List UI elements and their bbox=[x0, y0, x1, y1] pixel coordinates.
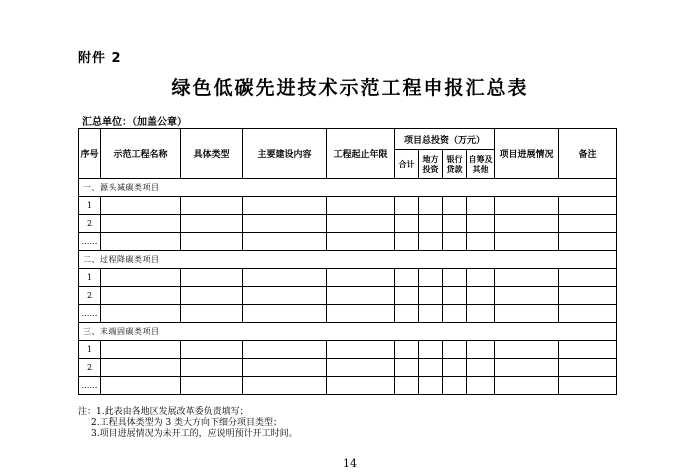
table-body bbox=[79, 179, 617, 395]
note-line: 2.工程具体类型为 3 类大方向下细分项目类型； bbox=[91, 418, 283, 428]
header-bank: 银行贷款 bbox=[443, 150, 467, 179]
cell-remark[interactable] bbox=[559, 233, 617, 251]
cell-content[interactable] bbox=[243, 341, 327, 359]
cell-content[interactable] bbox=[243, 377, 327, 395]
cell-local[interactable] bbox=[419, 377, 443, 395]
table-row bbox=[79, 341, 617, 359]
row-seq: 1 bbox=[79, 341, 101, 359]
cell-period[interactable] bbox=[327, 359, 395, 377]
cell-self[interactable] bbox=[467, 287, 495, 305]
cell-bank[interactable] bbox=[443, 287, 467, 305]
attachment-label: 附件 2 bbox=[78, 51, 122, 66]
cell-type[interactable] bbox=[181, 197, 243, 215]
cell-self[interactable] bbox=[467, 269, 495, 287]
cell-progress[interactable] bbox=[495, 287, 559, 305]
cell-progress[interactable] bbox=[495, 215, 559, 233]
cell-bank[interactable] bbox=[443, 197, 467, 215]
cell-total[interactable] bbox=[395, 233, 419, 251]
cell-period[interactable] bbox=[327, 341, 395, 359]
row-seq: 2 bbox=[79, 215, 101, 233]
cell-total[interactable] bbox=[395, 197, 419, 215]
cell-progress[interactable] bbox=[495, 341, 559, 359]
cell-self[interactable] bbox=[467, 215, 495, 233]
cell-total[interactable] bbox=[395, 287, 419, 305]
header-name: 示范工程名称 bbox=[101, 129, 181, 179]
cell-self[interactable] bbox=[467, 377, 495, 395]
table-row bbox=[79, 377, 617, 395]
cell-remark[interactable] bbox=[559, 305, 617, 323]
table-row bbox=[79, 215, 617, 233]
table-row bbox=[79, 269, 617, 287]
cell-local[interactable] bbox=[419, 197, 443, 215]
cell-bank[interactable] bbox=[443, 359, 467, 377]
cell-local[interactable] bbox=[419, 341, 443, 359]
cell-content[interactable] bbox=[243, 269, 327, 287]
cell-remark[interactable] bbox=[559, 197, 617, 215]
cell-name[interactable] bbox=[101, 269, 181, 287]
cell-bank[interactable] bbox=[443, 305, 467, 323]
header-period: 工程起止年限 bbox=[327, 129, 395, 179]
header-seq: 序号 bbox=[79, 129, 101, 179]
cell-bank[interactable] bbox=[443, 233, 467, 251]
cell-bank[interactable] bbox=[443, 341, 467, 359]
cell-content[interactable] bbox=[243, 215, 327, 233]
section-title: 二、过程降碳类项目 bbox=[79, 251, 617, 269]
cell-type[interactable] bbox=[181, 377, 243, 395]
cell-local[interactable] bbox=[419, 215, 443, 233]
cell-name[interactable] bbox=[101, 359, 181, 377]
cell-total[interactable] bbox=[395, 359, 419, 377]
notes bbox=[78, 407, 298, 440]
header-progress: 项目进展情况 bbox=[495, 129, 559, 179]
cell-bank[interactable] bbox=[443, 377, 467, 395]
cell-self[interactable] bbox=[467, 197, 495, 215]
unit-label: 汇总单位：（加盖公章） bbox=[82, 117, 187, 128]
page-title: 绿色低碳先进技术示范工程申报汇总表 bbox=[171, 77, 529, 99]
cell-type[interactable] bbox=[181, 233, 243, 251]
cell-type[interactable] bbox=[181, 215, 243, 233]
header-remark: 备注 bbox=[559, 129, 617, 179]
cell-name[interactable] bbox=[101, 215, 181, 233]
row-seq: 2 bbox=[79, 359, 101, 377]
cell-remark[interactable] bbox=[559, 377, 617, 395]
cell-self[interactable] bbox=[467, 305, 495, 323]
cell-bank[interactable] bbox=[443, 269, 467, 287]
cell-total[interactable] bbox=[395, 377, 419, 395]
row-seq: …… bbox=[79, 233, 101, 251]
cell-local[interactable] bbox=[419, 269, 443, 287]
page-number: 14 bbox=[343, 457, 357, 470]
cell-content[interactable] bbox=[243, 197, 327, 215]
cell-local[interactable] bbox=[419, 305, 443, 323]
cell-name[interactable] bbox=[101, 341, 181, 359]
cell-progress[interactable] bbox=[495, 233, 559, 251]
note-line: 3.项目进展情况为未开工的，应说明预计开工时间。 bbox=[91, 429, 298, 439]
cell-name[interactable] bbox=[101, 305, 181, 323]
cell-local[interactable] bbox=[419, 287, 443, 305]
cell-type[interactable] bbox=[181, 359, 243, 377]
cell-total[interactable] bbox=[395, 269, 419, 287]
cell-type[interactable] bbox=[181, 305, 243, 323]
cell-remark[interactable] bbox=[559, 269, 617, 287]
cell-self[interactable] bbox=[467, 341, 495, 359]
header-content: 主要建设内容 bbox=[243, 129, 327, 179]
cell-self[interactable] bbox=[467, 359, 495, 377]
cell-type[interactable] bbox=[181, 287, 243, 305]
header-investment: 项目总投资（万元） bbox=[395, 129, 495, 150]
cell-period[interactable] bbox=[327, 305, 395, 323]
cell-remark[interactable] bbox=[559, 215, 617, 233]
table-row bbox=[79, 305, 617, 323]
cell-type[interactable] bbox=[181, 269, 243, 287]
header-total: 合计 bbox=[395, 150, 419, 179]
cell-name[interactable] bbox=[101, 287, 181, 305]
section-title: 三、末端固碳类项目 bbox=[79, 323, 617, 341]
cell-total[interactable] bbox=[395, 341, 419, 359]
cell-content[interactable] bbox=[243, 233, 327, 251]
cell-remark[interactable] bbox=[559, 359, 617, 377]
header-type: 具体类型 bbox=[181, 129, 243, 179]
cell-progress[interactable] bbox=[495, 359, 559, 377]
row-seq: …… bbox=[79, 305, 101, 323]
cell-name[interactable] bbox=[101, 233, 181, 251]
cell-remark[interactable] bbox=[559, 341, 617, 359]
cell-period[interactable] bbox=[327, 197, 395, 215]
cell-period[interactable] bbox=[327, 377, 395, 395]
cell-local[interactable] bbox=[419, 233, 443, 251]
cell-progress[interactable] bbox=[495, 197, 559, 215]
cell-progress[interactable] bbox=[495, 305, 559, 323]
row-seq: 1 bbox=[79, 197, 101, 215]
cell-self[interactable] bbox=[467, 233, 495, 251]
table-row bbox=[79, 197, 617, 215]
cell-content[interactable] bbox=[243, 287, 327, 305]
cell-content[interactable] bbox=[243, 305, 327, 323]
row-seq: …… bbox=[79, 377, 101, 395]
cell-remark[interactable] bbox=[559, 287, 617, 305]
cell-name[interactable] bbox=[101, 197, 181, 215]
cell-period[interactable] bbox=[327, 215, 395, 233]
header-self: 自筹及其他 bbox=[467, 150, 495, 179]
cell-bank[interactable] bbox=[443, 215, 467, 233]
table-row bbox=[79, 233, 617, 251]
cell-total[interactable] bbox=[395, 305, 419, 323]
table-row bbox=[79, 287, 617, 305]
cell-total[interactable] bbox=[395, 215, 419, 233]
cell-name[interactable] bbox=[101, 377, 181, 395]
cell-local[interactable] bbox=[419, 359, 443, 377]
row-seq: 2 bbox=[79, 287, 101, 305]
section-title: 一、源头减碳类项目 bbox=[79, 179, 617, 197]
note-line: 注：1.此表由各地区发展改革委负责填写； bbox=[78, 407, 249, 417]
cell-period[interactable] bbox=[327, 287, 395, 305]
cell-period[interactable] bbox=[327, 269, 395, 287]
cell-content[interactable] bbox=[243, 359, 327, 377]
cell-type[interactable] bbox=[181, 341, 243, 359]
cell-progress[interactable] bbox=[495, 377, 559, 395]
summary-table bbox=[78, 128, 617, 395]
table-row bbox=[79, 359, 617, 377]
cell-progress[interactable] bbox=[495, 269, 559, 287]
row-seq: 1 bbox=[79, 269, 101, 287]
header-local: 地方投资 bbox=[419, 150, 443, 179]
cell-period[interactable] bbox=[327, 233, 395, 251]
